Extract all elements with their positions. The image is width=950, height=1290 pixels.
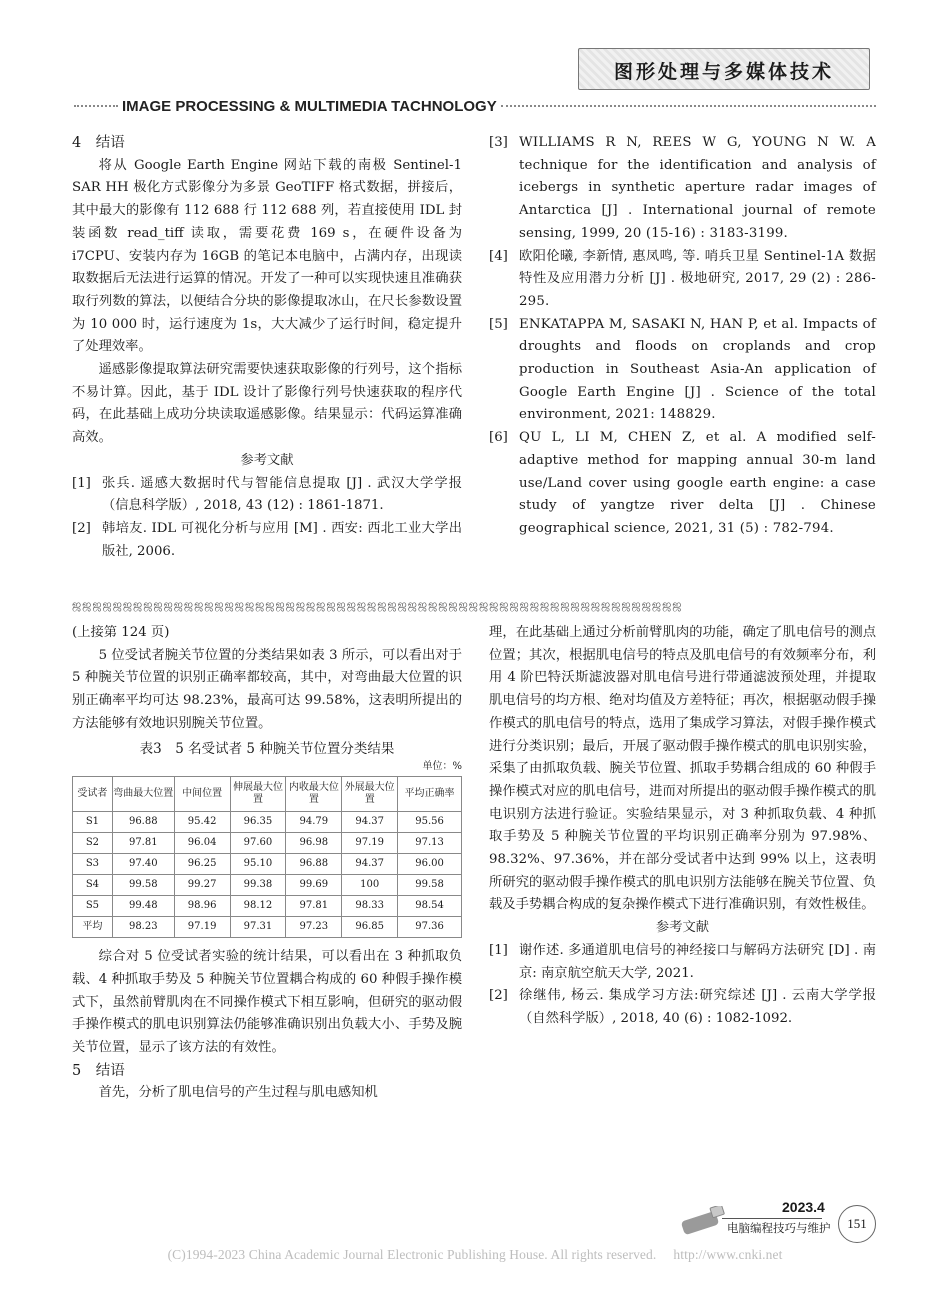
table-cell: 99.69 bbox=[286, 875, 342, 896]
table-cell: 99.58 bbox=[398, 875, 462, 896]
paragraph: 首先，分析了肌电信号的产生过程与肌电感知机 bbox=[98, 1085, 378, 1101]
section-banner bbox=[578, 48, 870, 90]
table-cell: 平均 bbox=[73, 917, 113, 938]
reference-number: [2] bbox=[489, 988, 508, 1004]
table-cell: S2 bbox=[73, 833, 113, 854]
table-header-cell: 内收最大位置 bbox=[286, 777, 342, 812]
reference-text: 谢作述. 多通道肌电信号的神经接口与解码方法研究 [D] . 南京: 南京航空航天大学, 2021. bbox=[519, 942, 876, 981]
reference-text: QU L, LI M, CHEN Z, et al. A modified self-adaptive method for mapping annual 30-m land use/Land cover using google earth engine: a case study of yangtze river delta [J] . Chinese geographical science, 2021, 31 (5) : 782-794. bbox=[519, 430, 876, 536]
reference-text: ENKATAPPA M, SASAKI N, HAN P, et al. Impacts of droughts and floods on croplands and crop production in Southeast Asia-An application of Google Earth Engine [J] . Science of the total environment, 2021: 148829. bbox=[519, 316, 876, 423]
magazine-name: 电脑编程技巧与维护 bbox=[727, 1221, 831, 1235]
paragraph: 综合对 5 位受试者实验的统计结果，可以看出在 3 种抓取负载、4 种抓取手势及 5 种腕关节位置耦合构成的 60 种假手操作模式下，虽然前臂肌肉在不同操作模式下相互影响，但研究的驱动假手操作模式的肌电识别算法仍能够准确识别出负载大小、手势及腕关节位置，显示了该方法的有效性。 bbox=[72, 949, 462, 1056]
table-header-cell: 外展最大位置 bbox=[342, 777, 398, 812]
results-table bbox=[72, 776, 462, 938]
bottom-right-column bbox=[489, 622, 876, 1031]
reference-text: 张兵. 遥感大数据时代与智能信息提取 [J] . 武汉大学学报（信息科学版）, 2018, 43 (12) : 1861-1871. bbox=[102, 475, 462, 514]
table-cell: 94.79 bbox=[286, 812, 342, 833]
reference-item bbox=[489, 246, 876, 314]
issue-number: 2023.4 bbox=[782, 1199, 825, 1215]
table-cell: S3 bbox=[73, 854, 113, 875]
table-cell: 97.40 bbox=[112, 854, 174, 875]
table-cell: 99.38 bbox=[230, 875, 286, 896]
reference-number: [1] bbox=[489, 942, 508, 958]
table-cell: 99.48 bbox=[112, 896, 174, 917]
reference-item bbox=[489, 940, 876, 985]
table-cell: 98.96 bbox=[174, 896, 230, 917]
reference-item bbox=[489, 314, 876, 428]
table-cell: 96.25 bbox=[174, 854, 230, 875]
table-row bbox=[73, 854, 462, 875]
table-cell: 97.81 bbox=[112, 833, 174, 854]
bottom-left-column bbox=[72, 622, 462, 1105]
table-row bbox=[73, 896, 462, 917]
references-heading: 参考文献 bbox=[240, 452, 294, 468]
usb-drive-icon bbox=[676, 1206, 732, 1236]
table-cell: 97.81 bbox=[286, 896, 342, 917]
table-cell: 95.10 bbox=[230, 854, 286, 875]
table-cell: 98.33 bbox=[342, 896, 398, 917]
dotted-rule bbox=[501, 105, 876, 107]
table-cell: 97.13 bbox=[398, 833, 462, 854]
table-unit: 单位：% bbox=[422, 761, 462, 773]
reference-text: 徐继伟, 杨云. 集成学习方法:研究综述 [J] . 云南大学学报（自然科学版）, 2018, 40 (6) : 1082-1092. bbox=[519, 988, 876, 1026]
section-heading: 5 结语 bbox=[72, 1062, 125, 1079]
reference-item bbox=[489, 132, 876, 246]
section-heading: 4 结语 bbox=[72, 135, 125, 151]
section-title-en: IMAGE PROCESSING & MULTIMEDIA TACHNOLOGY bbox=[122, 97, 497, 115]
table-cell: 96.04 bbox=[174, 833, 230, 854]
reference-number: [4] bbox=[489, 248, 508, 264]
table-cell: 96.35 bbox=[230, 812, 286, 833]
reference-item bbox=[72, 473, 462, 518]
table-header-cell: 中间位置 bbox=[174, 777, 230, 812]
footer-rule bbox=[722, 1218, 822, 1219]
table-cell: 96.85 bbox=[342, 917, 398, 938]
paragraph: 5 位受试者腕关节位置的分类结果如表 3 所示，可以看出对于 5 种腕关节位置的识别正确率都较高，其中，对弯曲最大位置的识别正确率平均可达 98.23%，最高可达 99.58%，这表明所提出的方法能够有效地识别腕关节位置。 bbox=[72, 647, 462, 731]
top-left-column bbox=[72, 132, 462, 563]
table-cell: 95.56 bbox=[398, 812, 462, 833]
page-number: 151 bbox=[838, 1205, 876, 1243]
table-cell: 97.19 bbox=[342, 833, 398, 854]
paragraph: 将从 Google Earth Engine 网站下载的南极 Sentinel-1 SAR HH 极化方式影像分为多景 GeoTIFF 格式数据，拼接后，其中最大的影像有 112 688 行 112 688 列，若直接使用 IDL 封装函数 read_tiff 读取，需要花费 169 s，在硬件设备为 i7CPU、安装内存为 16GB 的笔记本电脑中，占满内存，出现读取数据后无法进行运算的情况。开发了一种可以实现快速且准确获取行列数的算法，以便结合分块的影像提取冰山，在尺长参数设置为 10 000 时，运行速度为 1s，大大减少了运行时间，稳定提升了处理效率。 bbox=[72, 157, 462, 355]
table-cell: 96.88 bbox=[286, 854, 342, 875]
reference-number: [3] bbox=[489, 135, 508, 150]
table-caption: 表3 5 名受试者 5 种腕关节位置分类结果 bbox=[139, 740, 395, 757]
table-cell: 97.60 bbox=[230, 833, 286, 854]
reference-item bbox=[72, 518, 462, 563]
top-right-column bbox=[489, 132, 876, 541]
table-cell: 97.19 bbox=[174, 917, 230, 938]
table-cell: 98.54 bbox=[398, 896, 462, 917]
table-cell: 97.23 bbox=[286, 917, 342, 938]
reference-number: [2] bbox=[72, 520, 91, 536]
table-cell: 97.36 bbox=[398, 917, 462, 938]
article-separator: ஜஜஜஜஜஜஜஜஜஜஜஜஜஜஜஜஜஜஜஜஜஜஜஜஜஜஜஜஜஜஜஜஜஜஜஜஜஜஜஜஜஜஜஜஜஜஜஜஜஜஜஜஜஜஜஜஜஜஜஜ bbox=[72, 598, 683, 611]
copyright-watermark: (C)1994-2023 China Academic Journal Electronic Publishing House. All rights reserved. http://www.cnki.net bbox=[167, 1247, 783, 1262]
section-title: 图形处理与多媒体技术 bbox=[613, 61, 834, 83]
section-banner-en bbox=[70, 96, 880, 116]
table-cell: 95.42 bbox=[174, 812, 230, 833]
table-cell: 99.27 bbox=[174, 875, 230, 896]
paragraph: 遥感影像提取算法研究需要快速获取影像的行列号，这个指标不易计算。因此，基于 IDL 设计了影像行列号快速获取的程序代码，在此基础上成功分块读取遥感影像。结果显示：代码运算准确高效。 bbox=[72, 362, 462, 446]
table-cell: 98.12 bbox=[230, 896, 286, 917]
table-cell: 99.58 bbox=[112, 875, 174, 896]
references-heading: 参考文献 bbox=[655, 920, 710, 936]
table-cell: S4 bbox=[73, 875, 113, 896]
reference-text: WILLIAMS R N, REES W G, YOUNG N W. A technique for the identification and analysis of icebergs in synthetic aperture radar images of Antarctica [J] . International journal of remote sensing, 1999, 20 (15-16) : 3183-3199. bbox=[519, 135, 876, 241]
reference-item bbox=[489, 427, 876, 541]
reference-number: [5] bbox=[489, 316, 508, 332]
table-row bbox=[73, 917, 462, 938]
table-header-cell: 弯曲最大位置 bbox=[112, 777, 174, 812]
reference-number: [1] bbox=[72, 475, 91, 491]
table-header-cell: 平均正确率 bbox=[398, 777, 462, 812]
table-cell: S1 bbox=[73, 812, 113, 833]
reference-item bbox=[489, 985, 876, 1030]
table-cell: 100 bbox=[342, 875, 398, 896]
paragraph: 理，在此基础上通过分析前臂肌肉的功能，确定了肌电信号的测点位置；其次，根据肌电信号的特点及肌电信号的有效频率分布，利用 4 阶巴特沃斯滤波器对肌电信号进行带通滤波预处理，并提取肌电信号的均方根、绝对均值及方差特征；再次，根据驱动假手操作模式的肌电信号的特点，选用了集成学习算法，对假手操作模式进行分类识别；最后，开展了驱动假手操作模式的肌电识别实验，采集了由抓取负载、腕关节位置、抓取手势耦合组成的 60 种假手操作模式对应的肌电信号，进而对所提出的驱动假手操作模式的肌电识别方法进行验证。实验结果显示，对 3 种抓取负载、4 种抓取手势及 5 种腕关节位置的平均识别正确率分别为 97.98%、98.32%、97.36%，并在部分受试者中达到 99% 以上，这表明所研究的驱动假手操作模式的肌电识别方法能够在腕关节位置、负载及手势耦合构成的复杂操作模式下进行准确识别，有效性极佳。 bbox=[489, 625, 876, 913]
table-cell: 96.88 bbox=[112, 812, 174, 833]
table-cell: 94.37 bbox=[342, 854, 398, 875]
continued-note: (上接第 124 页) bbox=[72, 625, 170, 640]
reference-number: [6] bbox=[489, 430, 508, 446]
reference-text: 韩培友. IDL 可视化分析与应用 [M] . 西安: 西北工业大学出版社, 2006. bbox=[102, 520, 462, 559]
table-cell: 98.23 bbox=[112, 917, 174, 938]
table-cell: S5 bbox=[73, 896, 113, 917]
table-cell: 96.00 bbox=[398, 854, 462, 875]
reference-text: 欧阳伦曦, 李新情, 惠凤鸣, 等. 哨兵卫星 Sentinel-1A 数据特性及应用潜力分析 [J] . 极地研究, 2017, 29 (2) : 286-295. bbox=[519, 248, 876, 309]
table-row bbox=[73, 812, 462, 833]
table-header-cell: 伸展最大位置 bbox=[230, 777, 286, 812]
table-cell: 96.98 bbox=[286, 833, 342, 854]
table-row bbox=[73, 875, 462, 896]
table-row bbox=[73, 833, 462, 854]
table-cell: 97.31 bbox=[230, 917, 286, 938]
dotted-rule bbox=[74, 105, 118, 107]
table-header-row bbox=[73, 777, 462, 812]
table-header-cell: 受试者 bbox=[73, 777, 113, 812]
table-cell: 94.37 bbox=[342, 812, 398, 833]
